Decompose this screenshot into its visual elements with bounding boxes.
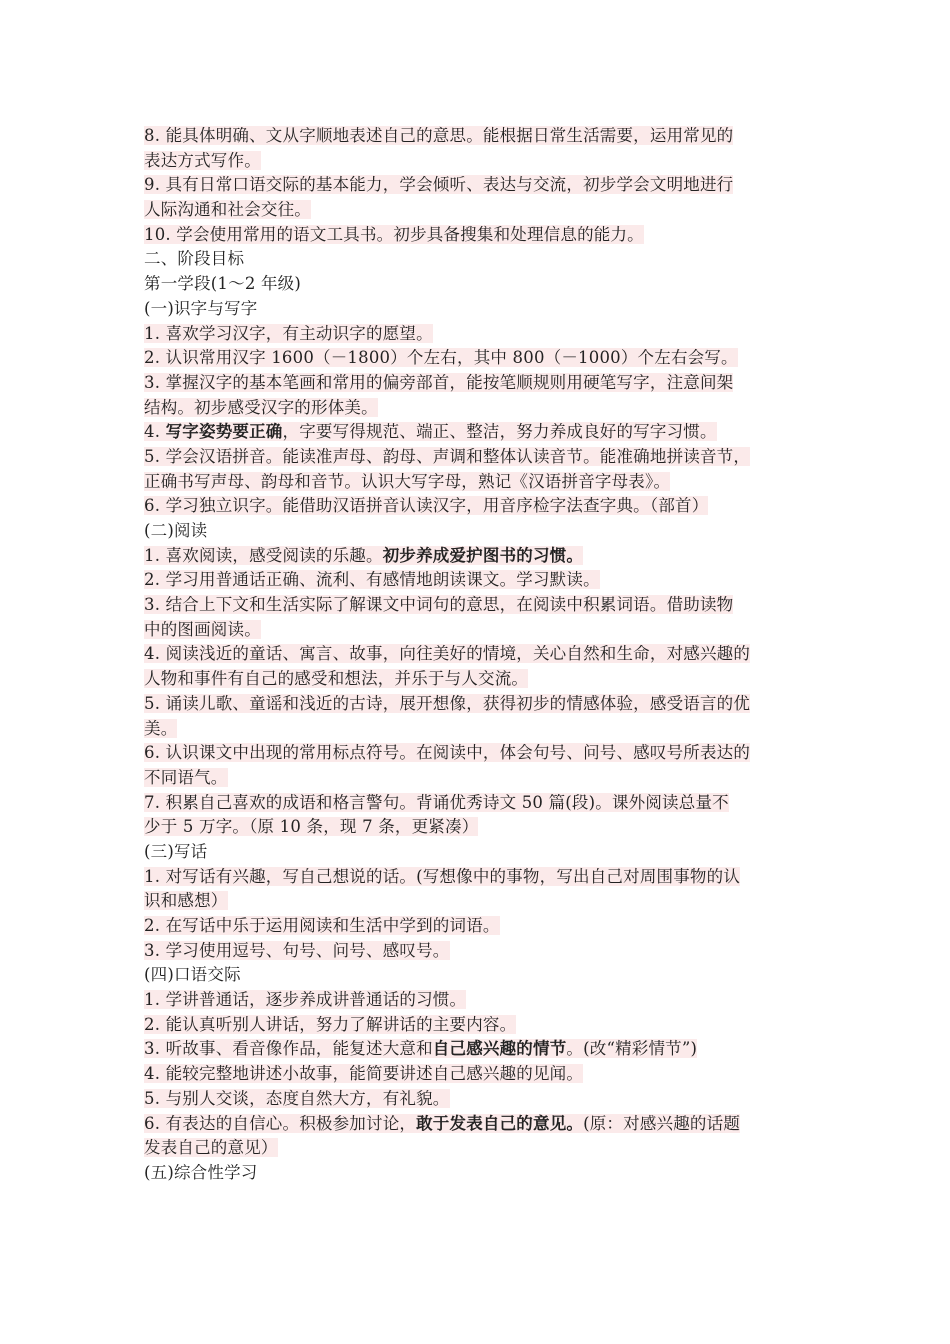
text-line — [144, 223, 810, 248]
heading-text — [144, 965, 241, 984]
highlighted-text — [144, 373, 733, 392]
highlighted-text — [144, 793, 729, 812]
highlighted-text — [144, 225, 644, 244]
text-segment: 1. 喜欢学习汉字，有主动识字的愿望。 — [144, 323, 433, 343]
text-line — [144, 1136, 810, 1161]
highlighted-text — [144, 669, 528, 688]
text-segment: 表达方式写作。 — [144, 150, 261, 170]
text-segment: ，字要写得规范、端正、整洁，努力养成良好的写字习惯。 — [282, 422, 717, 442]
text-segment: 美。 — [144, 718, 178, 738]
text-segment: 1. 学讲普通话，逐步养成讲普通话的习惯。 — [144, 990, 467, 1010]
highlighted-text — [144, 595, 733, 614]
text-segment: 人物和事件有自己的感受和想法，并乐于与人交流。 — [144, 669, 529, 689]
text-line — [144, 667, 810, 692]
highlighted-text — [144, 398, 378, 417]
text-segment: (三)写话 — [144, 841, 208, 861]
text-segment: 6. 有表达的自信心。积极参加讨论， — [144, 1113, 417, 1133]
text-line — [144, 815, 810, 840]
text-line — [144, 692, 810, 717]
text-segment: 人际沟通和社会交往。 — [144, 200, 311, 220]
text-line — [144, 988, 810, 1013]
text-segment: 第一学段(1～2 年级) — [144, 274, 302, 294]
text-segment: 6. 认识课文中出现的常用标点符号。在阅读中，体会句号、问号、感叹号所表达的 — [144, 743, 751, 763]
text-segment: 4. — [144, 422, 166, 442]
highlighted-text — [144, 768, 228, 787]
highlighted-text — [144, 324, 433, 343]
text-segment: 3. 结合上下文和生活实际了解课文中词句的意思，在阅读中积累词语。借助读物 — [144, 595, 734, 615]
text-line — [144, 840, 810, 865]
text-line — [144, 396, 810, 421]
heading-text — [144, 1163, 257, 1182]
text-line — [144, 1037, 810, 1062]
bold-text-segment: 自己感兴趣的情节 — [432, 1039, 567, 1059]
bold-text-segment: 写字姿势要正确 — [165, 422, 283, 442]
text-segment: (二)阅读 — [144, 521, 208, 540]
text-line — [144, 1062, 810, 1087]
text-line — [144, 741, 810, 766]
highlighted-text — [144, 496, 708, 515]
text-segment: 3. 学习使用逗号、句号、问号、感叹号。 — [144, 940, 450, 960]
text-line — [144, 519, 810, 544]
text-segment: 10. 学会使用常用的语文工具书。初步具备搜集和处理信息的能力。 — [144, 224, 644, 244]
highlighted-text — [144, 916, 500, 935]
highlighted-text — [144, 990, 466, 1009]
text-segment: 发表自己的意见） — [144, 1138, 278, 1158]
text-segment: (四)口语交际 — [144, 965, 241, 985]
text-line — [144, 198, 810, 223]
heading-text — [144, 521, 207, 540]
text-line — [144, 865, 810, 890]
text-segment: 2. 能认真听别人讲话，努力了解讲话的主要内容。 — [144, 1014, 517, 1034]
highlighted-text — [144, 447, 750, 466]
heading-text — [144, 249, 244, 268]
text-segment: 5. 与别人交谈，态度自然大方，有礼貌。 — [144, 1088, 450, 1108]
text-line — [144, 272, 810, 297]
text-line — [144, 1087, 810, 1112]
highlighted-text — [144, 743, 750, 762]
text-segment: 2. 在写话中乐于运用阅读和生活中学到的词语。 — [144, 916, 500, 935]
highlighted-text — [144, 941, 450, 960]
text-line — [144, 371, 810, 396]
text-line — [144, 544, 810, 569]
text-segment: 3. 掌握汉字的基本笔画和常用的偏旁部首，能按笔顺规则用硬笔写字，注意间架 — [144, 372, 734, 392]
text-line — [144, 149, 810, 174]
text-segment: 7. 积累自己喜欢的成语和格言警句。背诵优秀诗文 50 篇(段)。课外阅读总量不 — [144, 792, 729, 812]
text-line — [144, 445, 810, 470]
text-segment: 6. 学习独立识字。能借助汉语拼音认读汉字，用音序检字法查字典。（部首） — [144, 496, 709, 516]
text-line — [144, 494, 810, 519]
highlighted-text — [144, 867, 740, 886]
text-line — [144, 791, 810, 816]
bold-text-segment: 敢于发表自己的意见。 — [416, 1113, 584, 1133]
highlighted-text — [144, 1015, 516, 1034]
text-segment: 4. 阅读浅近的童话、寓言、故事，向往美好的情境，关心自然和生命，对感兴趣的 — [144, 644, 751, 664]
text-segment: 1. 喜欢阅读，感受阅读的乐趣。 — [144, 545, 383, 565]
text-line — [144, 593, 810, 618]
text-line — [144, 322, 810, 347]
text-segment: (一)识字与写字 — [144, 298, 258, 318]
highlighted-text — [144, 1089, 450, 1108]
highlighted-text — [144, 1064, 583, 1083]
highlighted-text — [144, 348, 738, 367]
text-line — [144, 1112, 810, 1137]
text-line — [144, 420, 810, 445]
highlighted-text — [144, 472, 670, 491]
heading-text — [144, 842, 207, 861]
document-body — [144, 124, 810, 1186]
text-segment: 3. 听故事、看音像作品，能复述大意和 — [144, 1039, 433, 1059]
highlighted-text — [144, 694, 750, 713]
text-line — [144, 914, 810, 939]
text-segment: 识和感想） — [144, 891, 228, 911]
text-segment: 。(改“精彩情节”) — [566, 1039, 698, 1059]
highlighted-text — [144, 126, 733, 145]
text-line — [144, 642, 810, 667]
text-line — [144, 247, 810, 272]
highlighted-text — [144, 891, 228, 910]
text-line — [144, 297, 810, 322]
text-line — [144, 889, 810, 914]
text-segment: 二、阶段目标 — [144, 249, 245, 269]
text-line — [144, 470, 810, 495]
text-line — [144, 963, 810, 988]
text-line — [144, 618, 810, 643]
highlighted-text — [144, 175, 733, 194]
text-segment: 4. 能较完整地讲述小故事，能简要讲述自己感兴趣的见闻。 — [144, 1064, 584, 1084]
highlighted-text — [144, 151, 261, 170]
highlighted-text — [144, 817, 478, 836]
text-segment: 结构。初步感受汉字的形体美。 — [144, 397, 378, 417]
highlighted-text — [144, 200, 311, 219]
text-line — [144, 1161, 810, 1186]
text-line — [144, 766, 810, 791]
text-segment: 正确书写声母、韵母和音节。认识大写字母，熟记《汉语拼音字母表》。 — [144, 471, 671, 491]
text-segment: 5. 诵读儿歌、童谣和浅近的古诗，展开想像，获得初步的情感体验，感受语言的优 — [144, 693, 751, 713]
text-line — [144, 124, 810, 149]
text-segment: 少于 5 万字。（原 10 条，现 7 条，更紧凑） — [144, 817, 479, 837]
highlighted-text — [144, 1039, 697, 1058]
heading-text — [144, 274, 301, 293]
highlighted-text — [144, 546, 583, 565]
text-segment: 2. 学习用普通话正确、流利、有感情地朗读课文。学习默读。 — [144, 570, 600, 590]
text-segment: 中的图画阅读。 — [144, 619, 261, 639]
highlighted-text — [144, 620, 261, 639]
highlighted-text — [144, 1138, 278, 1157]
highlighted-text — [144, 719, 177, 738]
highlighted-text — [144, 570, 600, 589]
text-segment: 2. 认识常用汉字 1600（－1800）个左右，其中 800（－1000）个左右会写。 — [144, 348, 738, 368]
text-line — [144, 717, 810, 742]
text-line — [144, 173, 810, 198]
text-line — [144, 1013, 810, 1038]
text-line — [144, 939, 810, 964]
highlighted-text — [144, 644, 750, 663]
text-segment: 1. 对写话有兴趣，写自己想说的话。(写想像中的事物，写出自己对周围事物的认 — [144, 866, 741, 886]
text-segment: 5. 学会汉语拼音。能读准声母、韵母、声调和整体认读音节。能准确地拼读音节， — [144, 446, 751, 466]
text-segment: 8. 能具体明确、文从字顺地表述自己的意思。能根据日常生活需要，运用常见的 — [144, 126, 734, 145]
text-segment: (原：对感兴趣的话题 — [583, 1113, 741, 1133]
text-line — [144, 568, 810, 593]
text-segment: 9. 具有日常口语交际的基本能力，学会倾听、表达与交流，初步学会文明地进行 — [144, 175, 734, 195]
bold-text-segment: 初步养成爱护图书的习惯。 — [382, 545, 584, 565]
highlighted-text — [144, 422, 717, 441]
text-segment: 不同语气。 — [144, 767, 228, 787]
highlighted-text — [144, 1114, 740, 1133]
text-segment: (五)综合性学习 — [144, 1162, 258, 1182]
heading-text — [144, 299, 257, 318]
text-line — [144, 346, 810, 371]
